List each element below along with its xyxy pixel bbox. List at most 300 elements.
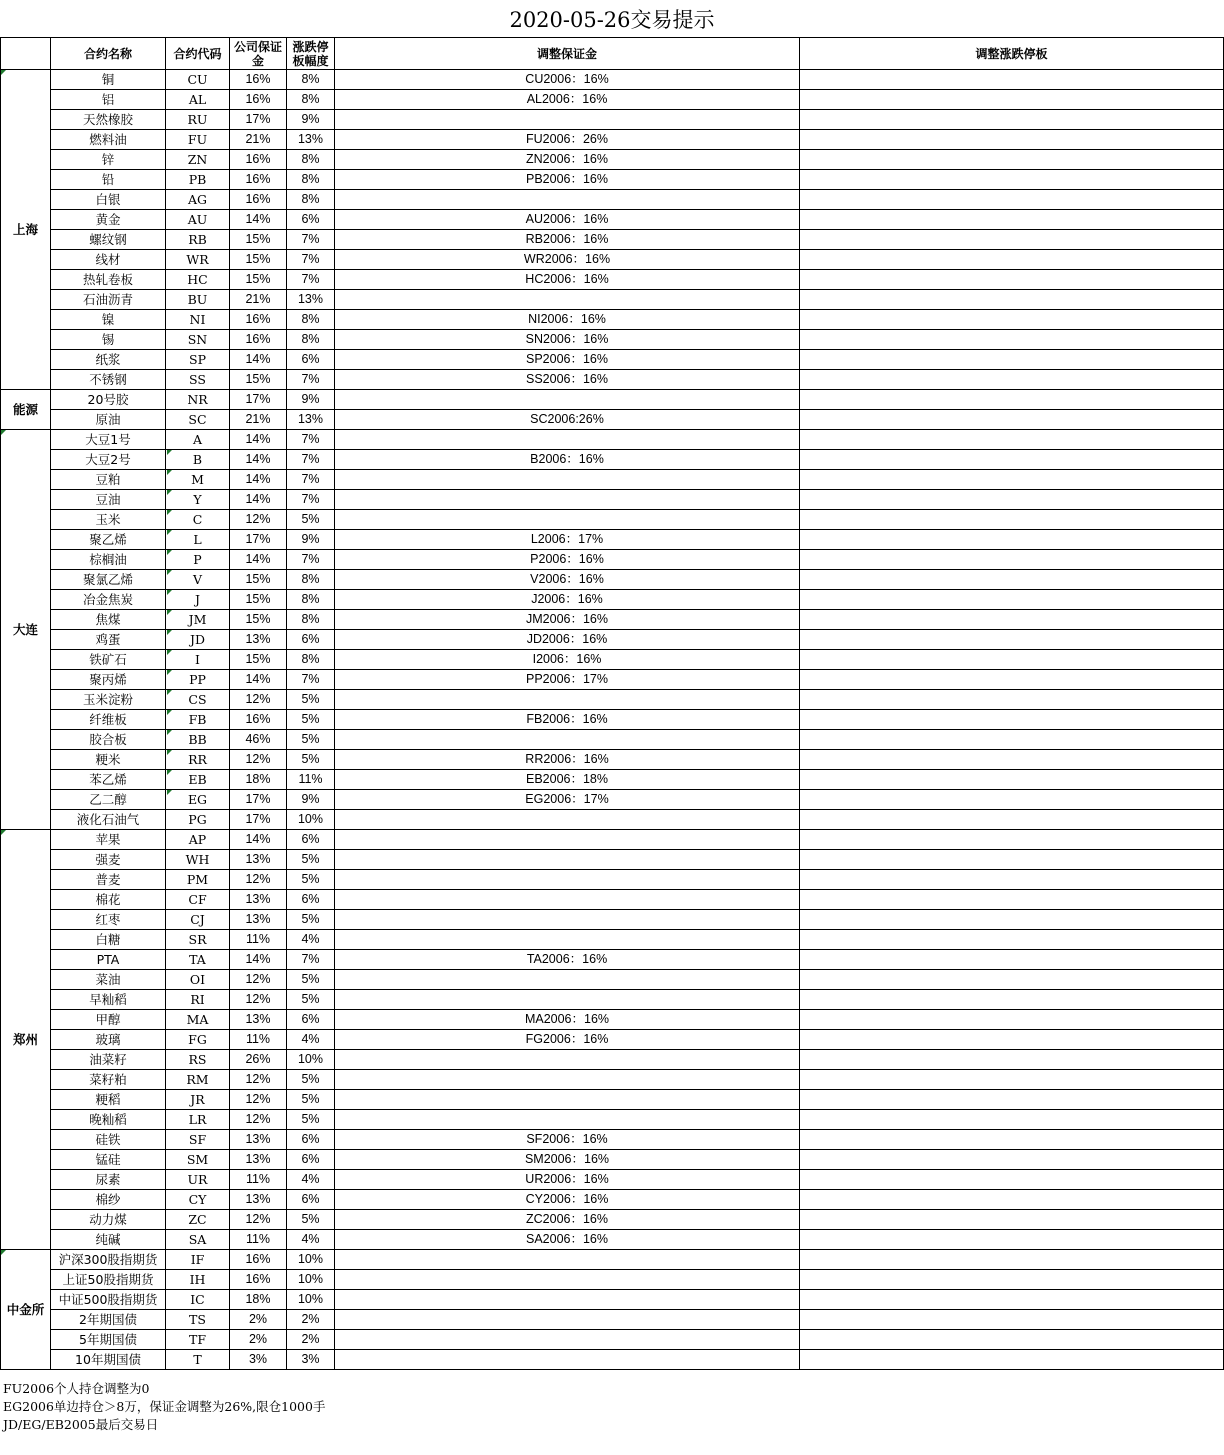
adjust-limit-cell bbox=[800, 1010, 1224, 1030]
contract-code-text: A bbox=[192, 432, 203, 447]
adjust-margin-cell bbox=[335, 1070, 800, 1090]
adjust-limit-cell bbox=[800, 270, 1224, 290]
company-margin-text: 26% bbox=[245, 1052, 271, 1066]
adjust-margin-text: J2006：16% bbox=[531, 592, 603, 606]
adjust-limit-cell bbox=[800, 170, 1224, 190]
company-margin-cell bbox=[230, 1090, 287, 1110]
contract-code-text: L bbox=[193, 532, 202, 547]
adjust-margin-cell bbox=[335, 550, 800, 570]
contract-code-text: TA bbox=[189, 952, 206, 967]
adjust-limit-cell bbox=[800, 510, 1224, 530]
price-limit-text: 5% bbox=[301, 512, 320, 526]
adjust-margin-text: RR2006：16% bbox=[525, 752, 609, 766]
exchange-label: 中金所 bbox=[6, 1302, 45, 1317]
price-limit-text: 8% bbox=[301, 92, 320, 106]
adjust-limit-cell bbox=[800, 750, 1224, 770]
contract-name-cell bbox=[51, 250, 166, 270]
adjust-margin-text: SS2006：16% bbox=[525, 372, 608, 386]
contract-code-cell bbox=[166, 450, 230, 470]
adjust-margin-cell bbox=[335, 330, 800, 350]
exchange-cell bbox=[1, 1250, 51, 1370]
contract-code-cell bbox=[166, 210, 230, 230]
company-margin-cell bbox=[230, 1310, 287, 1330]
contract-name-text: 玻璃 bbox=[95, 1032, 121, 1047]
contract-code-cell bbox=[166, 830, 230, 850]
adjust-margin-cell bbox=[335, 1270, 800, 1290]
company-margin-cell bbox=[230, 910, 287, 930]
contract-code-cell bbox=[166, 870, 230, 890]
company-margin-text: 17% bbox=[245, 792, 271, 806]
contract-name-text: 焦煤 bbox=[95, 612, 121, 627]
contract-code-text: EB bbox=[188, 772, 207, 787]
adjust-margin-text: SP2006：16% bbox=[525, 352, 608, 366]
price-limit-cell bbox=[287, 1070, 335, 1090]
contract-name-text: 锡 bbox=[101, 332, 115, 347]
company-margin-cell bbox=[230, 210, 287, 230]
price-limit-text: 7% bbox=[301, 952, 320, 966]
company-margin-cell bbox=[230, 1150, 287, 1170]
adjust-limit-cell bbox=[800, 1230, 1224, 1250]
table-row bbox=[1, 630, 1224, 650]
company-margin-cell bbox=[230, 370, 287, 390]
table-row bbox=[1, 390, 1224, 410]
company-margin-text: 12% bbox=[245, 972, 271, 986]
price-limit-text: 6% bbox=[301, 1152, 320, 1166]
adjust-limit-cell bbox=[800, 1070, 1224, 1090]
table-row bbox=[1, 1290, 1224, 1310]
price-limit-text: 5% bbox=[301, 1092, 320, 1106]
company-margin-cell bbox=[230, 690, 287, 710]
adjust-limit-cell bbox=[800, 790, 1224, 810]
company-margin-text: 14% bbox=[245, 432, 271, 446]
contract-code-cell bbox=[166, 1030, 230, 1050]
adjust-margin-cell bbox=[335, 990, 800, 1010]
price-limit-cell bbox=[287, 850, 335, 870]
adjust-margin-cell bbox=[335, 150, 800, 170]
contract-name-text: 聚乙烯 bbox=[89, 532, 127, 547]
contract-code-text: T bbox=[193, 1352, 202, 1367]
contract-name-text: 铁矿石 bbox=[89, 652, 127, 667]
contract-code-cell bbox=[166, 310, 230, 330]
contract-name-text: 中证500股指期货 bbox=[58, 1292, 158, 1307]
company-margin-text: 16% bbox=[245, 332, 271, 346]
company-margin-text: 15% bbox=[245, 252, 271, 266]
adjust-margin-cell bbox=[335, 870, 800, 890]
contract-code-cell bbox=[166, 410, 230, 430]
company-margin-text: 17% bbox=[245, 532, 271, 546]
contract-name-text: 铜 bbox=[101, 72, 115, 87]
contract-name-text: 纤维板 bbox=[89, 712, 127, 727]
comment-marker-icon bbox=[167, 510, 172, 515]
comment-marker-icon bbox=[167, 670, 172, 675]
table-row bbox=[1, 450, 1224, 470]
price-limit-text: 10% bbox=[297, 1272, 324, 1286]
contract-code-text: SM bbox=[186, 1152, 209, 1167]
company-margin-cell bbox=[230, 1210, 287, 1230]
contract-name-cell bbox=[51, 770, 166, 790]
adjust-margin-cell bbox=[335, 1330, 800, 1350]
adjust-margin-text: SN2006：16% bbox=[525, 332, 609, 346]
table-row bbox=[1, 490, 1224, 510]
adjust-margin-text: P2006：16% bbox=[530, 552, 604, 566]
contract-code-cell bbox=[166, 470, 230, 490]
contract-name-cell bbox=[51, 350, 166, 370]
adjust-margin-cell bbox=[335, 1090, 800, 1110]
adjust-margin-text: TA2006：16% bbox=[526, 952, 608, 966]
contract-name-text: 5年期国债 bbox=[79, 1332, 137, 1347]
company-margin-cell bbox=[230, 430, 287, 450]
contract-name-text: 豆粕 bbox=[95, 472, 121, 487]
contract-name-cell bbox=[51, 590, 166, 610]
company-margin-cell bbox=[230, 1190, 287, 1210]
comment-marker-icon bbox=[167, 710, 172, 715]
table-row bbox=[1, 370, 1224, 390]
price-limit-cell bbox=[287, 150, 335, 170]
price-limit-cell bbox=[287, 630, 335, 650]
price-limit-text: 6% bbox=[301, 212, 320, 226]
adjust-margin-cell bbox=[335, 510, 800, 530]
contract-name-text: 线材 bbox=[95, 252, 121, 267]
company-margin-cell bbox=[230, 490, 287, 510]
price-limit-text: 6% bbox=[301, 352, 320, 366]
price-limit-text: 5% bbox=[301, 732, 320, 746]
adjust-margin-cell bbox=[335, 930, 800, 950]
contract-name-text: 棉纱 bbox=[95, 1192, 121, 1207]
contract-name-cell bbox=[51, 990, 166, 1010]
contract-name-cell bbox=[51, 630, 166, 650]
price-limit-text: 10% bbox=[297, 1052, 324, 1066]
comment-marker-icon bbox=[167, 770, 172, 775]
adjust-margin-cell bbox=[335, 430, 800, 450]
company-margin-text: 13% bbox=[245, 632, 271, 646]
company-margin-text: 15% bbox=[245, 232, 271, 246]
table-row bbox=[1, 330, 1224, 350]
contract-code-cell bbox=[166, 1150, 230, 1170]
contract-code-cell bbox=[166, 630, 230, 650]
table-row bbox=[1, 610, 1224, 630]
table-row bbox=[1, 250, 1224, 270]
contract-name-text: 10年期国债 bbox=[75, 1352, 141, 1367]
adjust-limit-cell bbox=[800, 1170, 1224, 1190]
contract-name-cell bbox=[51, 290, 166, 310]
contract-name-cell bbox=[51, 830, 166, 850]
price-limit-text: 7% bbox=[301, 432, 320, 446]
contract-code-text: PG bbox=[188, 812, 207, 827]
contract-code-text: V bbox=[192, 572, 203, 587]
comment-marker-icon bbox=[167, 450, 172, 455]
contract-name-text: 螺纹钢 bbox=[89, 232, 127, 247]
contract-name-text: 菜油 bbox=[95, 972, 121, 987]
note-line: JD/EG/EB2005最后交易日 bbox=[3, 1417, 159, 1432]
contract-code-text: JD bbox=[189, 632, 206, 647]
company-margin-text: 13% bbox=[245, 912, 271, 926]
table-row bbox=[1, 570, 1224, 590]
contract-code-cell bbox=[166, 950, 230, 970]
price-limit-cell bbox=[287, 130, 335, 150]
contract-name-text: 铅 bbox=[101, 172, 115, 187]
exchange-label: 郑州 bbox=[12, 1032, 38, 1047]
adjust-margin-text: EG2006：17% bbox=[525, 792, 609, 806]
company-margin-cell bbox=[230, 1110, 287, 1130]
price-limit-cell bbox=[287, 1330, 335, 1350]
adjust-margin-text: SC2006:26% bbox=[530, 412, 604, 426]
contract-code-text: B bbox=[192, 452, 203, 467]
adjust-margin-cell bbox=[335, 390, 800, 410]
price-limit-cell bbox=[287, 690, 335, 710]
company-margin-text: 13% bbox=[245, 892, 271, 906]
contract-name-text: 20号胶 bbox=[87, 392, 129, 407]
adjust-limit-cell bbox=[800, 550, 1224, 570]
company-margin-text: 15% bbox=[245, 372, 271, 386]
contract-code-cell bbox=[166, 1250, 230, 1270]
price-limit-text: 5% bbox=[301, 852, 320, 866]
price-limit-cell bbox=[287, 970, 335, 990]
company-margin-text: 16% bbox=[245, 1272, 271, 1286]
adjust-margin-cell bbox=[335, 1350, 800, 1370]
contract-code-cell bbox=[166, 570, 230, 590]
contract-name-text: 镍 bbox=[101, 312, 115, 327]
adjust-margin-text: AL2006：16% bbox=[526, 92, 608, 106]
contract-code-text: OI bbox=[189, 972, 206, 987]
adjust-margin-cell bbox=[335, 350, 800, 370]
contract-code-cell bbox=[166, 930, 230, 950]
adjust-margin-text: RB2006：16% bbox=[525, 232, 609, 246]
note-line: FU2006个人持仓调整为0 bbox=[3, 1381, 150, 1396]
adjust-margin-cell bbox=[335, 890, 800, 910]
adjust-margin-text: CU2006：16% bbox=[525, 72, 609, 86]
contract-name-text: 苯乙烯 bbox=[89, 772, 127, 787]
contract-name-cell bbox=[51, 1350, 166, 1370]
company-margin-cell bbox=[230, 290, 287, 310]
company-margin-cell bbox=[230, 1350, 287, 1370]
header-contract-code: 合约代码 bbox=[166, 38, 230, 70]
price-limit-text: 7% bbox=[301, 252, 320, 266]
contract-code-text: TF bbox=[188, 1332, 206, 1347]
adjust-margin-cell bbox=[335, 1130, 800, 1150]
adjust-margin-cell bbox=[335, 270, 800, 290]
adjust-limit-cell bbox=[800, 950, 1224, 970]
company-margin-text: 11% bbox=[245, 932, 271, 946]
adjust-limit-cell bbox=[800, 310, 1224, 330]
contract-name-cell bbox=[51, 110, 166, 130]
contract-code-text: HC bbox=[187, 272, 208, 287]
company-margin-cell bbox=[230, 1270, 287, 1290]
adjust-margin-text: FU2006：26% bbox=[526, 132, 608, 146]
contract-code-cell bbox=[166, 370, 230, 390]
contract-name-text: 乙二醇 bbox=[89, 792, 127, 807]
price-limit-text: 5% bbox=[301, 1112, 320, 1126]
adjust-limit-cell bbox=[800, 810, 1224, 830]
adjust-limit-cell bbox=[800, 530, 1224, 550]
table-row bbox=[1, 1010, 1224, 1030]
contract-code-text: TS bbox=[189, 1312, 206, 1327]
adjust-margin-cell bbox=[335, 1170, 800, 1190]
company-margin-cell bbox=[230, 150, 287, 170]
adjust-margin-cell bbox=[335, 110, 800, 130]
company-margin-cell bbox=[230, 770, 287, 790]
adjust-margin-text: FB2006：16% bbox=[526, 712, 608, 726]
contract-code-cell bbox=[166, 750, 230, 770]
table-row bbox=[1, 350, 1224, 370]
contract-code-cell bbox=[166, 1330, 230, 1350]
company-margin-text: 14% bbox=[245, 212, 271, 226]
price-limit-text: 7% bbox=[301, 272, 320, 286]
price-limit-cell bbox=[287, 1190, 335, 1210]
company-margin-text: 11% bbox=[245, 1032, 271, 1046]
contract-code-text: SA bbox=[188, 1232, 207, 1247]
company-margin-cell bbox=[230, 1170, 287, 1190]
adjust-margin-cell bbox=[335, 290, 800, 310]
adjust-limit-cell bbox=[800, 910, 1224, 930]
table-row bbox=[1, 1090, 1224, 1110]
contract-name-cell bbox=[51, 130, 166, 150]
price-limit-text: 9% bbox=[301, 792, 320, 806]
company-margin-cell bbox=[230, 810, 287, 830]
table-row bbox=[1, 1170, 1224, 1190]
adjust-margin-cell bbox=[335, 1290, 800, 1310]
price-limit-cell bbox=[287, 1090, 335, 1110]
adjust-limit-cell bbox=[800, 850, 1224, 870]
contract-code-cell bbox=[166, 970, 230, 990]
table-row bbox=[1, 70, 1224, 90]
contract-name-text: 白银 bbox=[95, 192, 121, 207]
comment-marker-icon bbox=[167, 590, 172, 595]
company-margin-text: 16% bbox=[245, 92, 271, 106]
contract-code-text: RS bbox=[188, 1052, 207, 1067]
price-limit-text: 7% bbox=[301, 372, 320, 386]
company-margin-text: 2% bbox=[248, 1332, 268, 1346]
adjust-margin-cell bbox=[335, 650, 800, 670]
contract-name-cell bbox=[51, 70, 166, 90]
adjust-limit-cell bbox=[800, 410, 1224, 430]
contract-name-text: 尿素 bbox=[95, 1172, 121, 1187]
exchange-label: 能源 bbox=[12, 402, 38, 417]
adjust-margin-text: WR2006：16% bbox=[523, 252, 611, 266]
table-row bbox=[1, 550, 1224, 570]
company-margin-text: 13% bbox=[245, 1152, 271, 1166]
contract-code-text: AG bbox=[187, 192, 207, 207]
contract-code-text: CJ bbox=[190, 912, 205, 927]
company-margin-text: 14% bbox=[245, 832, 271, 846]
price-limit-text: 5% bbox=[301, 872, 320, 886]
adjust-margin-cell bbox=[335, 130, 800, 150]
contract-code-cell bbox=[166, 510, 230, 530]
contract-code-text: PM bbox=[186, 872, 209, 887]
contract-name-text: 纯碱 bbox=[95, 1232, 121, 1247]
contract-name-cell bbox=[51, 710, 166, 730]
price-limit-text: 4% bbox=[301, 1172, 320, 1186]
contract-code-text: LR bbox=[188, 1112, 207, 1127]
contract-code-text: SN bbox=[187, 332, 208, 347]
company-margin-cell bbox=[230, 670, 287, 690]
price-limit-cell bbox=[287, 870, 335, 890]
adjust-margin-cell bbox=[335, 1190, 800, 1210]
table-row bbox=[1, 1230, 1224, 1250]
price-limit-cell bbox=[287, 210, 335, 230]
table-row bbox=[1, 950, 1224, 970]
price-limit-cell bbox=[287, 170, 335, 190]
table-row bbox=[1, 310, 1224, 330]
contract-name-text: 胶合板 bbox=[89, 732, 127, 747]
company-margin-cell bbox=[230, 110, 287, 130]
price-limit-text: 8% bbox=[301, 332, 320, 346]
adjust-limit-cell bbox=[800, 890, 1224, 910]
table-row bbox=[1, 590, 1224, 610]
adjust-limit-cell bbox=[800, 970, 1224, 990]
contract-code-cell bbox=[166, 610, 230, 630]
price-limit-cell bbox=[287, 1350, 335, 1370]
contract-code-cell bbox=[166, 390, 230, 410]
adjust-limit-cell bbox=[800, 1110, 1224, 1130]
price-limit-cell bbox=[287, 110, 335, 130]
price-limit-cell bbox=[287, 250, 335, 270]
contract-code-cell bbox=[166, 350, 230, 370]
table-row bbox=[1, 710, 1224, 730]
contract-code-cell bbox=[166, 910, 230, 930]
contract-name-cell bbox=[51, 210, 166, 230]
company-margin-text: 3% bbox=[248, 1352, 268, 1366]
contract-code-text: AL bbox=[188, 92, 207, 107]
contract-code-cell bbox=[166, 430, 230, 450]
contract-code-cell bbox=[166, 590, 230, 610]
contract-name-text: 豆油 bbox=[95, 492, 121, 507]
contract-name-text: 菜籽粕 bbox=[89, 1072, 127, 1087]
adjust-limit-cell bbox=[800, 630, 1224, 650]
adjust-margin-cell bbox=[335, 790, 800, 810]
exchange-cell bbox=[1, 390, 51, 430]
adjust-margin-cell bbox=[335, 1250, 800, 1270]
table-row bbox=[1, 530, 1224, 550]
contract-name-cell bbox=[51, 1250, 166, 1270]
contract-code-text: CU bbox=[187, 72, 208, 87]
contract-name-cell bbox=[51, 1070, 166, 1090]
adjust-limit-cell bbox=[800, 870, 1224, 890]
contract-code-text: AP bbox=[188, 832, 207, 847]
contract-name-text: 硅铁 bbox=[95, 1132, 121, 1147]
company-margin-cell bbox=[230, 1250, 287, 1270]
adjust-margin-cell bbox=[335, 250, 800, 270]
contract-code-text: Y bbox=[193, 492, 202, 507]
price-limit-text: 4% bbox=[301, 1232, 320, 1246]
company-margin-text: 21% bbox=[245, 292, 271, 306]
adjust-limit-cell bbox=[800, 570, 1224, 590]
company-margin-cell bbox=[230, 950, 287, 970]
contract-name-text: 红枣 bbox=[95, 912, 121, 927]
company-margin-text: 17% bbox=[245, 812, 271, 826]
adjust-limit-cell bbox=[800, 230, 1224, 250]
price-limit-text: 5% bbox=[301, 752, 320, 766]
table-body bbox=[1, 70, 1224, 1370]
company-margin-cell bbox=[230, 590, 287, 610]
contract-code-cell bbox=[166, 990, 230, 1010]
adjust-margin-text: B2006：16% bbox=[530, 452, 604, 466]
company-margin-cell bbox=[230, 230, 287, 250]
company-margin-text: 16% bbox=[245, 1252, 271, 1266]
table-row bbox=[1, 210, 1224, 230]
contract-name-cell bbox=[51, 430, 166, 450]
price-limit-text: 8% bbox=[301, 192, 320, 206]
adjust-margin-cell bbox=[335, 910, 800, 930]
contract-name-cell bbox=[51, 530, 166, 550]
adjust-margin-cell bbox=[335, 190, 800, 210]
contract-name-cell bbox=[51, 1310, 166, 1330]
price-limit-cell bbox=[287, 470, 335, 490]
adjust-margin-cell bbox=[335, 710, 800, 730]
contract-name-text: 石油沥青 bbox=[82, 292, 133, 307]
adjust-limit-cell bbox=[800, 90, 1224, 110]
table-row bbox=[1, 690, 1224, 710]
company-margin-text: 12% bbox=[245, 1112, 271, 1126]
